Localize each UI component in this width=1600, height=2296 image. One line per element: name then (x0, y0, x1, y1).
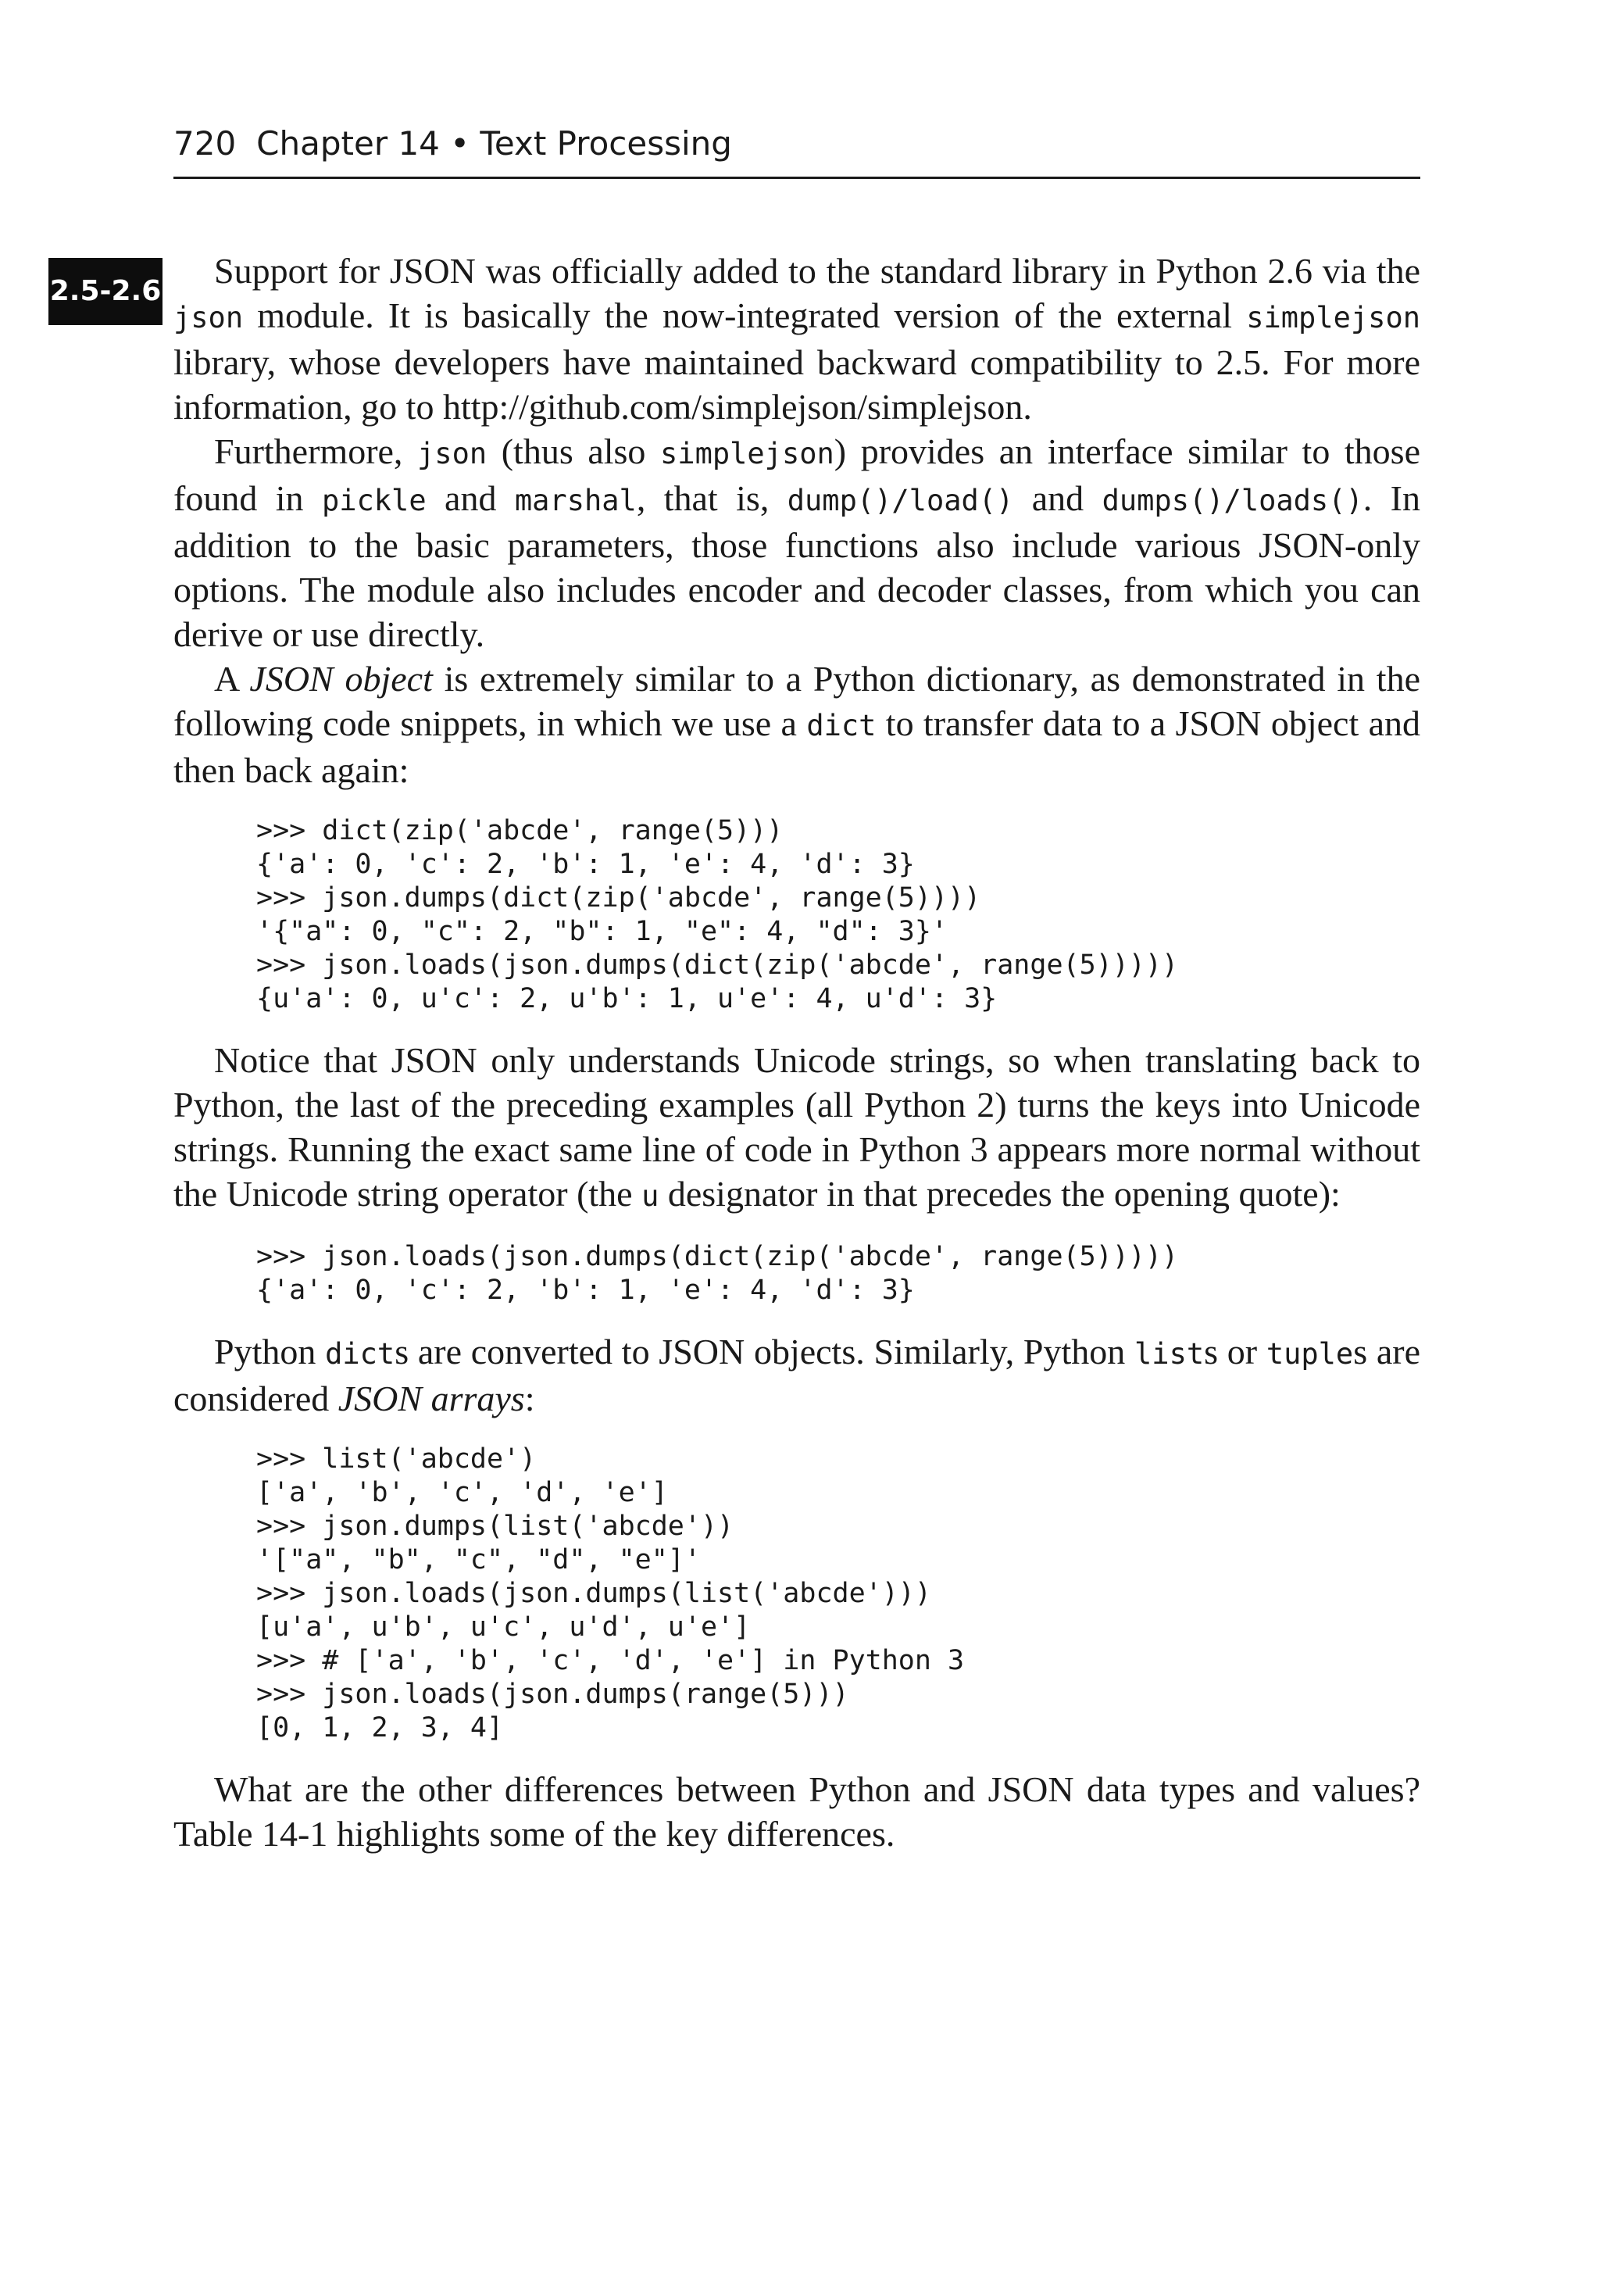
text-run: s are converted to JSON objects. Similarly, Python (395, 1332, 1135, 1372)
text-run: (thus also (487, 431, 661, 471)
text-run: s or (1204, 1332, 1266, 1372)
inline-code: pickle (321, 484, 427, 517)
paragraph-json-object (173, 656, 1420, 792)
text-run: library, whose developers have maintained backward compatibility to 2.5. For more information, go to http://github.com/simplejson/simplejson. (173, 342, 1420, 427)
code-block-dict-example: >>> dict(zip('abcde', range(5))) {'a': 0, 'c': 2, 'b': 1, 'e': 4, 'd': 3} >>> json.dumps(dict(zip('abcde', range(5)))) '{"a": 0, "c": 2, "b": 1, "e": 4, "d": 3}' >>> json.loads(json.dumps(dict(zip('abcde', range(5))))) {u'a': 0, u'c': 2, u'b': 1, u'e': 4, u'd': 3} (256, 815, 1179, 1014)
header-rule (173, 177, 1420, 179)
code-block-python3-example: >>> json.loads(json.dumps(dict(zip('abcde', range(5))))) {'a': 0, 'c': 2, 'b': 1, 'e': 4, 'd': 3} (256, 1241, 1179, 1306)
text-run: , that is, (636, 478, 788, 518)
inline-code: dict (806, 709, 877, 742)
inline-code: dumps()/loads() (1102, 484, 1363, 517)
page-number: 720 (173, 124, 237, 163)
text-run: Notice that JSON only understands Unicode strings, so when translating back to Python, the last of the preceding examples (all Python 2) turns the keys into Unicode strings. Running the exact same line of code in Python 3 appears more normal without the Unicode string operator (the (173, 1040, 1420, 1214)
text-run: and (1013, 478, 1102, 518)
text-run: Furthermore, (214, 431, 418, 471)
text-run: Python (214, 1332, 326, 1372)
inline-code: dump()/load() (787, 484, 1014, 517)
text-run: designator in that precedes the opening quote): (659, 1174, 1341, 1214)
italic-term: JSON arrays (338, 1379, 525, 1418)
body-text (173, 249, 1420, 1856)
inline-code: simplejson (660, 437, 834, 470)
text-run: and (426, 478, 515, 518)
paragraph-unicode-note (173, 1038, 1420, 1218)
text-run: A (214, 659, 250, 699)
text-run: Support for JSON was officially added to the standard library in Python 2.6 via the (214, 251, 1420, 291)
inline-code: simplejson (1246, 301, 1420, 334)
inline-code: marshal (514, 484, 637, 517)
text-run: What are the other differences between Python and JSON data types and values? Table 14-1 highlights some of the key differences. (173, 1769, 1420, 1854)
inline-code: json (173, 301, 244, 334)
paragraph-json-arrays (173, 1329, 1420, 1421)
inline-code: u (641, 1179, 659, 1213)
inline-code: json (417, 437, 488, 470)
running-title: Chapter 14 • Text Processing (256, 124, 732, 163)
code-block-list-example: >>> list('abcde') ['a', 'b', 'c', 'd', 'e'] >>> json.dumps(list('abcde')) '["a", "b", "c", "d", "e"]' >>> json.loads(json.dumps(list('abcde'))) [u'a', u'b', u'c', u'd', u'e'] >>> # ['a', 'b', 'c', 'd', 'e'] in Python 3 >>> json.loads(json.dumps(range(5))) [0, 1, 2, 3, 4] (256, 1443, 965, 1743)
text-run: : (524, 1379, 535, 1418)
inline-code: tuple (1266, 1337, 1354, 1371)
text-run: s are considered (173, 1332, 1420, 1418)
text-run: ) provides an interface similar to those found in (173, 431, 1421, 518)
inline-code: dict (325, 1337, 395, 1371)
inline-code: list (1134, 1337, 1205, 1371)
text-run: module. It is basically the now-integrated version of the external (243, 295, 1247, 335)
text-run: to transfer data to a JSON object and then back again: (173, 703, 1420, 790)
running-header (173, 117, 1420, 170)
text-run: is extremely similar to a Python dictionary, as demonstrated in the following code snippets, in which we use a (173, 659, 1420, 743)
text-run: . In addition to the basic parameters, those functions also include various JSON-only options. The module also includes encoder and decoder classes, from which you can derive or use directly. (173, 478, 1420, 654)
paragraph-differences (173, 1767, 1420, 1856)
italic-term: JSON object (249, 659, 433, 699)
paragraph-json-interface (173, 429, 1420, 656)
paragraph-json-support (173, 249, 1420, 429)
version-badge: 2.5-2.6 (48, 258, 162, 325)
